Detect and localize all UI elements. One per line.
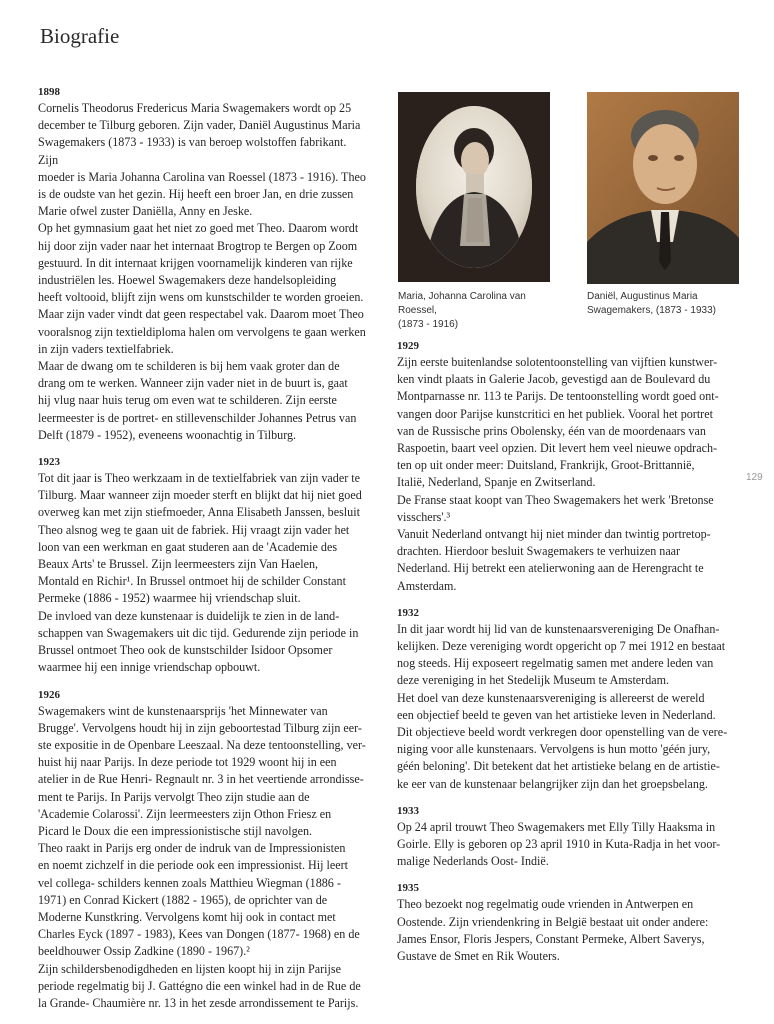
- section-text: Theo bezoekt nog regelmatig oude vrienden in Antwerpen en Oostende. Zijn vriendenkring in België bestaat uit onder andere: James Ensor, Floris Jespers, Constant Permeke, Albert Saverys, Gustave de Smet en Rik Wouters.: [397, 897, 709, 964]
- section-text: Cornelis Theodorus Fredericus Maria Swagemakers wordt op 25 december te Tilburg geboren. Zijn vader, Daniël Augustinus Maria Swagemakers (1873 - 1933) is van beroep wolstoffen fabrikant. Zijn moeder is Maria Johanna Carolina van Roessel (1873 - 1916). Theo is de oudste van het gezin. Hij heeft een broer Jan, en drie zussen Marie ofwel zuster Daniëlla, Anny en Jeske. Op het gymnasium gaat het niet zo goed met Theo. Daarom wordt hij door zijn vader naar het internaat Brogtrop te Bergen op Zoom gestuurd. In dit internaat krijgen voornamelijk kinderen van rijke industriëlen les. Hoewel Swagemakers deze handelsopleiding heeft voltooid, blijft zijn wens om kunstschilder te worden groeien. Maar zijn vader vindt dat geen respectabel vak. Daarom moet Theo vooralsnog zijn textieldiploma halen om vervolgens te gaan werken in zijn vaders textielfabriek. Maar de dwang om te schilderen is bij hem vaak groter dan de drang om te werken. Wanneer zijn vader niet in de buurt is, gaat hij vlug naar huis terug om even wat te schilderen. Zijn eerste leermeester is de portret- en stillevenschilder Johannes Petrus van Delft (1879 - 1952), eveneens woonachtig in Tilburg.: [38, 101, 366, 442]
- biography-section-1923: [38, 456, 368, 676]
- woman-figure-icon: [416, 106, 532, 268]
- portrait-man-painting: [587, 92, 739, 284]
- section-text: Tot dit jaar is Theo werkzaam in de textielfabriek van zijn vader te Tilburg. Maar wanneer zijn moeder sterft en blijkt dat hij niet goed overweg kan met zijn stiefmoeder, Anna Elisabeth Janssen, besluit Theo alsnog weg te gaan uit de fabriek. Hij vraagt zijn vader het loon van een werkman en gaat studeren aan de 'Academie des Beaux Arts' te Brussel. Zijn leermeesters zijn Van Haelen, Montald en Richir¹. In Brussel ontmoet hij de schilder Constant Permeke (1886 - 1952) waarmee hij vriendschap sluit. De invloed van deze kunstenaar is duidelijk te zien in de land- schappen van Swagemakers uit dic tijd. Gedurende zijn periode in Brussel ontmoet Theo ook de kunstschilder Isidoor Opsomer waarmee hij een innige vriendschap opbouwt.: [38, 471, 362, 675]
- photo-caption-father: Daniël, Augustinus Maria Swagemakers, (1873 - 1933): [587, 291, 716, 316]
- section-year: 1923: [38, 456, 60, 469]
- biography-section-1929: [397, 340, 733, 595]
- section-year: 1932: [397, 606, 419, 619]
- section-text: Op 24 april trouwt Theo Swagemakers met Elly Tilly Haaksma in Goirle. Elly is geboren op 23 april 1910 in Kuta-Radja in het voor- malige Nederlands Oost- Indië.: [397, 819, 721, 869]
- biography-section-1898: [38, 86, 368, 444]
- page-title: Biografie: [40, 24, 120, 48]
- section-text: Zijn eerste buitenlandse solotentoonstelling van vijftien kunstwer- ken vindt plaats in Galerie Jacob, gevestigd aan de Boulevard du Montparnasse nr. 113 te Parijs. De tentoonstelling wordt goed ont- vangen door Parijse kunstcritici en het publiek. Vooral het portret van de Russische prins Obolensky, één van de moordenaars van Raspoetin, baart veel opzien. Dit levert hem veel nieuwe opdrach- ten op uit onder meer: Duitsland, Frankrijk, Groot-Brittannië, Italië, Nederland, Spanje en Zwitserland. De Franse staat koopt van Theo Swagemakers het werk 'Bretonse visschers'.³ Vanuit Nederland ontvangt hij niet minder dan twintig portretop- drachten. Hierdoor besluit Swagemakers te verhuizen naar Nederland. Hij betrekt een atelierwoning aan de Herengracht te Amsterdam.: [397, 355, 719, 593]
- section-year: 1898: [38, 86, 60, 98]
- page-number: 129: [746, 472, 763, 483]
- biography-right-column: [397, 340, 733, 977]
- biography-section-1935: [397, 882, 733, 965]
- section-text: Swagemakers wint de kunstenaarsprijs 'het Minnewater van Brugge'. Vervolgens houdt hij in zijn geboortestad Tilburg zijn eer- ste expositie in de Openbare Leeszaal. Na deze tentoonstelling, ver- huist hij naar Parijs. In deze periode tot 1929 woont hij in een atelier in de Rue Henri- Regnault nr. 3 in het veertiende arrondisse- ment te Parijs. In Parijs vervolgt Theo zijn studie aan de 'Academie Colarossi'. Zijn leermeesters zijn Othon Friesz en Picard le Doux die een impressionistische stijl navolgen. Theo raakt in Parijs erg onder de indruk van de Impressionisten en noemt zichzelf in die periode ook een impressionist. Hij leert vel collega- schilders kennen zoals Matthieu Wiegman (1886 - 1971) en Conrad Kickert (1882 - 1965), de oprichter van de Moderne Kunstkring. Vervolgens komt hij ook in contact met Charles Eyck (1897 - 1983), Kees van Dongen (1877- 1968) en de beeldhouwer Ossip Zadkine (1890 - 1967).² Zijn schildersbenodigdheden en lijsten koopt hij in zijn Parijse periode regelmatig bij J. Gattégno die een winkel had in de Rue de la Grande- Chaumière nr. 13 in het zesde arrondissement te Parijs.: [38, 703, 366, 1010]
- portrait-woman-photo: [398, 92, 550, 282]
- oval-frame: [416, 106, 532, 268]
- photo-caption-mother: Maria, Johanna Carolina van Roessel, (1873 - 1916): [398, 291, 526, 330]
- biography-section-1932: [397, 607, 733, 793]
- section-text: In dit jaar wordt hij lid van de kunstenaarsvereniging De Onafhan- kelijken. Deze vereniging wordt opgericht op 7 mei 1912 en bestaat nog steeds. Hij exposeert regelmatig samen met andere leden van deze vereniging in het Stedelijk Museum te Amsterdam. Het doel van deze kunstenaarsvereniging is allereerst de wereld een objectief beeld te geven van het artistieke leven in Nederland. Dit objectieve beeld wordt verkregen door openstelling van de vere- niging voor alle kunstenaars. Vervolgens is hun motto 'géén jury, géén beloning'. Dit betekent dat het artistieke belang en de artistie- ke eer van de kunstenaar belangrijker zijn dan het groepsbelang.: [397, 621, 728, 791]
- biography-section-1933: [397, 805, 733, 871]
- biography-section-1926: [38, 689, 368, 1013]
- section-year: 1935: [397, 882, 419, 895]
- section-year: 1929: [397, 340, 419, 352]
- biography-left-column: [38, 86, 368, 1024]
- section-year: 1933: [397, 804, 419, 817]
- section-year: 1926: [38, 688, 60, 701]
- man-figure-icon: [587, 92, 739, 284]
